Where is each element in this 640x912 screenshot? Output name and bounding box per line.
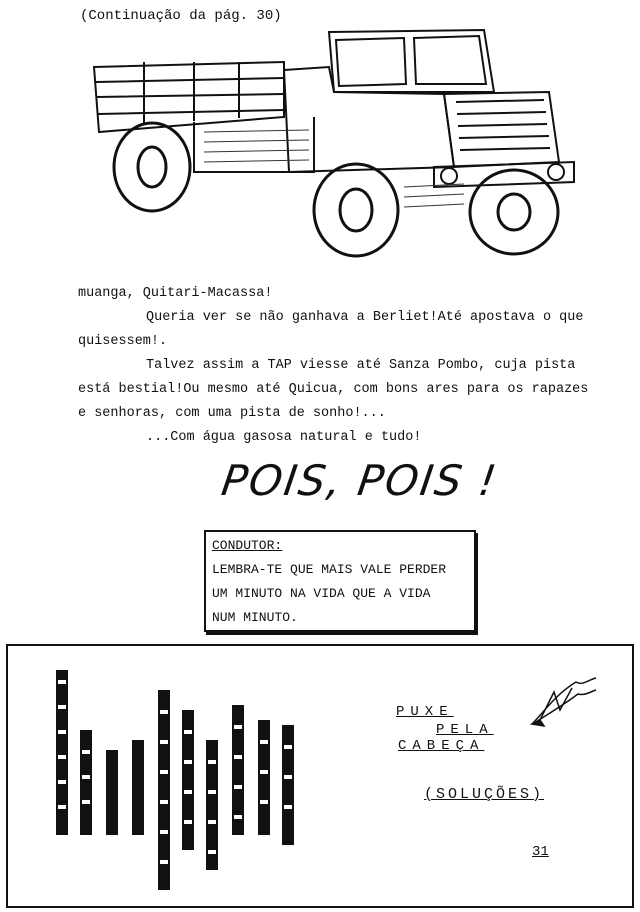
fish-head-icon — [526, 672, 600, 730]
page-number: 31 — [532, 844, 549, 860]
paragraph: ...Com água gasosa natural e tudo! — [146, 430, 422, 445]
paragraph: Talvez assim a TAP viesse até Sanza Pombo, cuja pista está bestial!Ou mesmo até Quicua, com bons ares para os rapazes e senhoras, com uma pista de sonho!... — [78, 358, 589, 421]
notice-line: NUM MINUTO. — [212, 610, 298, 625]
article-body — [78, 282, 598, 450]
paragraph: muanga, Quitari-Macassa! — [78, 286, 273, 301]
puzzle-line1: PUXE — [396, 704, 454, 720]
continuation-note: (Continuação da pág. 30) — [80, 8, 282, 24]
berliet-truck-drawing — [84, 22, 584, 272]
notice-heading: CONDUTOR: — [212, 538, 283, 553]
solutions-label: (SOLUÇÕES) — [424, 786, 545, 803]
puzzle-line3: CABEÇA — [398, 738, 485, 754]
notice-line: UM MINUTO NA VIDA QUE A VIDA — [212, 586, 431, 601]
slogan: POIS, POIS ! — [218, 456, 502, 505]
word-search-grid — [50, 650, 320, 900]
notice-line: LEMBRA-TE QUE MAIS VALE PERDER — [212, 562, 447, 577]
driver-notice — [204, 530, 476, 632]
puzzle-line2: PELA — [436, 722, 494, 738]
paragraph: Queria ver se não ganhava a Berliet!Até apostava o que quisessem!. — [78, 310, 584, 349]
